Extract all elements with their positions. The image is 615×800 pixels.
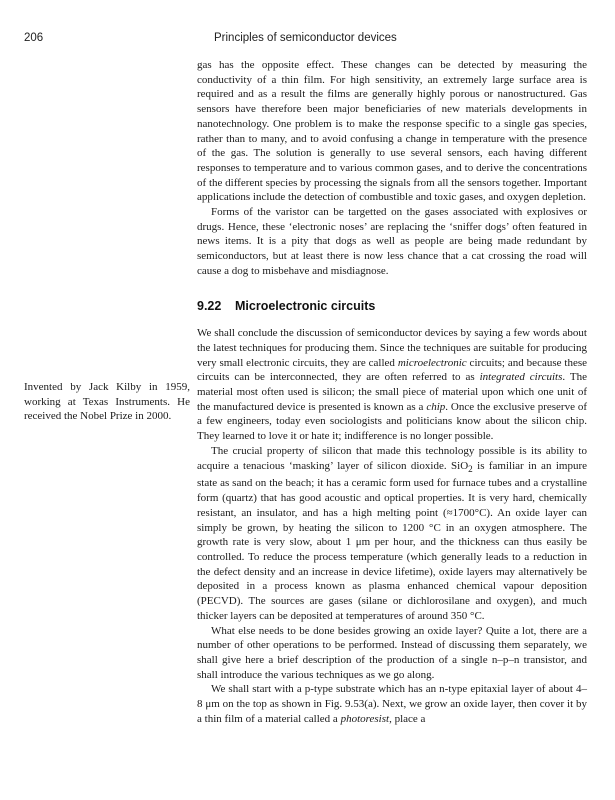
running-title: Principles of semiconductor devices [214,32,397,44]
emphasis-chip: chip [426,400,446,413]
paragraph-integrated-circuits: We shall conclude the discussion of semiconductor devices by saying a few words about the latest techniques for producing them. Since the techniques are suitable for producing very small electronic circuits, they are called microelectronic circuits; and because these circuits can be interconnected, they are often referred to as integrated circuits. The material most often used is silicon; the small piece of material upon which one unit of the manufactured device is presented is known as a chip. Once the exclusive preserve of a few engineers, today even sociologists and politicians know about the silicon chip. They learned to love it or hate it; indifference is no longer possible. [197,327,588,443]
subscript-2: 2 [468,463,473,474]
paragraph-p-type-substrate: We shall start with a p-type substrate which has an n-type epitaxial layer of about 4–8 μm on the top as shown in Fig. 9.53(a). Next, we grow an oxide layer, then cover it by a thin film of a material called a photoresist, place a [197,683,587,725]
emphasis-integrated-circuits: integrated circuits [479,371,563,384]
paragraph-electronic-noses: Forms of the varistor can be targetted on the gases associated with explosives or drugs. Hence, these ‘electronic noses’ are replacing the ‘sniffer dogs’ often featured in news items. It is a pity that dogs as well as people are being made redundant by semiconductors, but at least there is now less chance that a cat crossing the road will cause a dog to misbehave and misdiagnose. [197,206,587,277]
section-heading [197,299,587,314]
section-title: Microelectronic circuits [235,298,376,313]
margin-note: Invented by Jack Kilby in 1959, working at Texas Instruments. He received the Nobel Prize in 2000. [24,381,190,423]
page-number: 206 [24,32,44,44]
emphasis-photoresist: photoresist [340,712,390,725]
section-number: 9.22 [197,298,222,313]
emphasis-microelectronic: microelectronic [397,356,467,369]
paragraph-gas-sensors: gas has the opposite effect. These changes can be detected by measuring the conductivity of a thin film. For high sensitivity, an extremely large surface area is required and as a result the films are generally highly porous or nanostructured. Gas sensors have therefore been major beneficiaries of new materials developments in nanotechnology. One problem is to make the response specific to a single gas species, rather than to many, and to avoid confusing a change in temperature with the presence of the gas. The solution is generally to use several sensors, each having different responses to temperature and to various common gases, and to derive the concentrations of the different species by processing the signals from all the sensors together. Important applications include the detection of combustible and toxic gases, and oxygen depletion. [197,59,587,204]
main-text [197,58,587,726]
paragraph-silicon-dioxide: The crucial property of silicon that made this technology possible is its ability to acquire a tenacious ‘masking’ layer of silicon dioxide. SiO$_2$ is familiar in an impure state as sand on the beach; it has a ceramic form used for furnace tubes and a crystalline form (quartz) that has good acoustic and optical properties. It is very hard, chemically resistant, an insulator, and has a high melting point (≈1700°C). An oxide layer can simply be grown, by heating the silicon to 1200 °C in an oxygen atmosphere. The growth rate is very slow, about 1 μm per hour, and the thickness can thus easily be controlled. To reduce the process temperature (which generally leads to a reduction in the defect density and an increase in device lifetime), oxide layers may alternatively be deposited in a process known as plasma enhanced chemical vapour deposition (PECVD). The sources are gases (silane or dichlorosilane and oxygen), and much thicker layers can be deposited at temperatures of around 350 °C. [197,444,588,622]
paragraph-other-operations: What else needs to be done besides growing an oxide layer? Quite a lot, there are a number of other operations to be performed. Instead of discussing them separately, we shall give here a brief description of the production of a single n–p–n transistor, and shall introduce the various techniques as we go along. [197,624,587,681]
running-header [24,32,584,50]
